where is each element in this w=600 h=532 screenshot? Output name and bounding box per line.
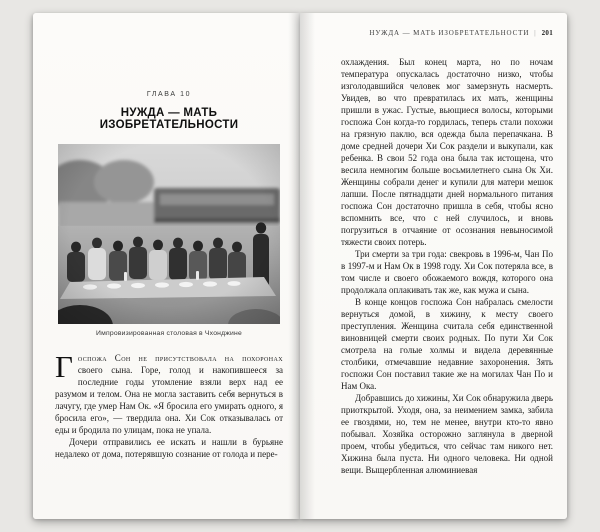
left-paragraph-opening-rest: своего сына. Горе, голод и накопившееся за последние годы утомление взяли верх над ее разумом и телом. Она не могла заставить себя вернуться в лачугу, где умер Нам Ок. «Я бросила его умирать одного, я бросила его», — твердила она. Хи Сок отказывалась от еды и бродила по улицам, пока не упала. [55,365,283,435]
cafeteria-photo [58,144,280,324]
photo-figure [55,144,283,337]
left-page [33,13,300,519]
page-number: 201 [541,29,553,37]
left-paragraph-opening [55,349,283,436]
right-paragraph-4: Добравшись до хижины, Хи Сок обнаружила дверь приоткрытой. Уходя, она, за неимением замка, забила ее гвоздями, но, тем не менее, внутри кто-то явно побывал. Хозяйка осторожно заглянула в дверной проем, чтобы убедиться, что сейчас там никого нет. Хижина была пуста. Ни одного человека. Ни одной вещи. Выщербленная алюминиевая [341,393,553,475]
cafeteria-photo-illustration [58,144,280,324]
opening-smallcaps: оспожа Сон не присутствовала на похоронах [77,353,283,363]
left-page-content [33,13,300,460]
chapter-title: НУЖДА — МАТЬ ИЗОБРЕТАТЕЛЬНОСТИ [99,107,239,131]
left-paragraph-2: Дочери отправились ее искать и нашли в бурьяне недалеко от дома, потерявшую сознание от голода и пере- [55,437,283,459]
right-paragraph-1: охлаждения. Был конец марта, но по ночам температура опускалась достаточно низко, чтобы изголодавшийся человек мог замерзнуть насмерть. Увидев, во что превратилась их мать, женщины пришли в ужас. Густые, вьющиеся волосы, которыми госпожа Сон когда-то гордилась, теперь стали похожи на грязную паклю, вся одежда была перепачкана. В доме средней дочери Хи Сок раздели и выкупали, как ребенка. В свои 52 года она была так истощена, что весила немногим больше восьмилетнего сына Ок Хи. Женщины собрали денег и купили для матери мешок лапши. После пятнадцати дней нормального питания госпожа Сон достаточно пришла в себя, чтобы ясно вспомнить все, что с ней случилось, и вновь погрузиться в отчаяние от осознания невыносимой тяжести своих потерь. [341,57,553,247]
right-paragraph-3: В конце концов госпожа Сон набралась смелости вернуться домой, в хижину, к месту своего преступления. Женщина считала себя единственной виновницей смерти своих родных. По пути Хи Сок смотрела на голые холмы и видела деревянные столбики, отмечавшие недавние захоронения. Зять госпожи Сон поставил такие же на могилах Чан По и Нам Ока. [341,297,553,391]
drop-cap: Г [55,349,73,384]
right-paragraph-2: Три смерти за три года: свекровь в 1996-м, Чан По в 1997-м и Нам Ок в 1998 году. Хи Сок потеряла все, в том числе и своего обожаемого вождя, которого она продолжала оплакивать так же, как мужа и сына. [341,249,553,295]
right-page [300,13,567,519]
running-header [341,29,553,37]
header-divider-icon: | [534,29,537,37]
right-page-content [300,13,567,476]
running-header-title: НУЖДА — МАТЬ ИЗОБРЕТАТЕЛЬНОСТИ [369,29,530,37]
photo-caption: Импровизированная столовая в Чхонджине [96,330,242,337]
chapter-label: ГЛАВА 10 [146,91,192,98]
